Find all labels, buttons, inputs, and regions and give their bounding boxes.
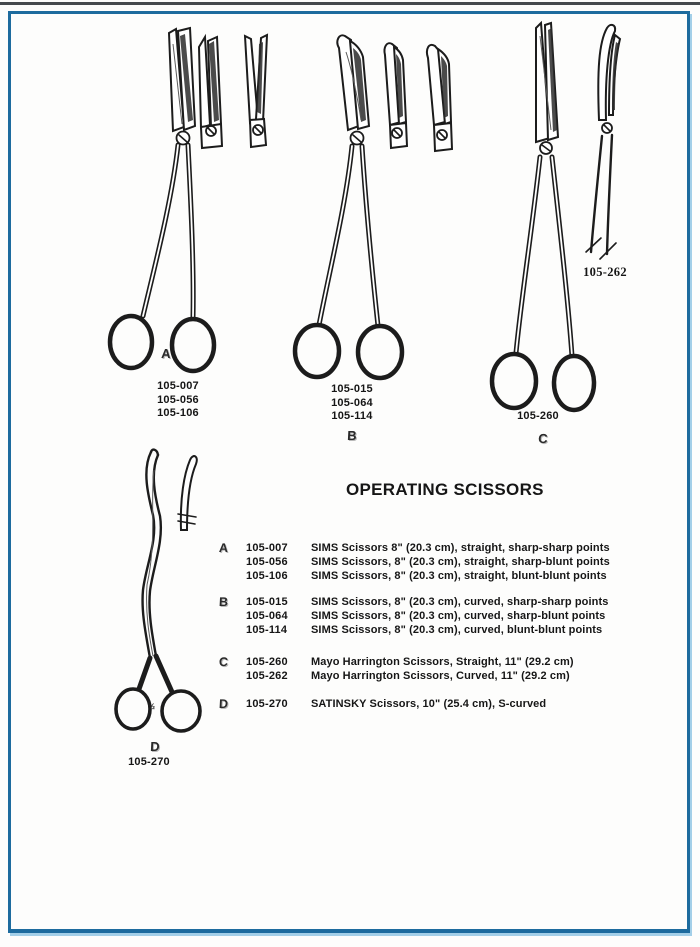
item-description: SIMS Scissors, 8" (20.3 cm), straight, sharp-blunt points <box>311 556 610 568</box>
figure-d-scale-mark: ½ <box>148 701 156 711</box>
item-description: Mayo Harrington Scissors, Straight, 11" (29.2 cm) <box>311 656 574 668</box>
catalog-row <box>219 669 679 683</box>
item-description: Mayo Harrington Scissors, Curved, 11" (29.2 cm) <box>311 670 570 682</box>
catalog-row <box>219 655 679 669</box>
item-description: SIMS Scissors, 8" (20.3 cm), curved, sharp-sharp points <box>311 596 609 608</box>
scissors-d-illustration <box>116 450 200 731</box>
catalog-row <box>219 595 679 609</box>
item-code: 105-270 <box>246 698 288 710</box>
catalog-group-b <box>219 595 679 637</box>
group-letter: A <box>218 541 229 555</box>
catalog-row <box>219 555 679 569</box>
figure-c-letter: C <box>537 431 549 446</box>
catalog-group-a <box>219 541 679 583</box>
item-code: 105-106 <box>246 570 288 582</box>
catalog-row <box>219 609 679 623</box>
catalog-listing <box>219 541 679 711</box>
item-code: 105-007 <box>246 542 288 554</box>
scissors-b-illustration <box>295 35 452 378</box>
figure-d-code: 105-270 <box>128 756 170 768</box>
catalog-row <box>219 541 679 555</box>
scissors-b-inset-sharp-sharp <box>427 45 452 151</box>
scissors-c-illustration <box>492 23 620 410</box>
catalog-row <box>219 697 679 711</box>
catalog-group-d <box>219 697 679 711</box>
figure-b-code-2: 105-064 <box>331 396 373 409</box>
scissors-d-inset-tip <box>178 456 197 530</box>
scissors-a-illustration <box>110 28 267 371</box>
group-letter: B <box>218 595 229 609</box>
item-description: SIMS Scissors, 8" (20.3 cm), curved, blunt-blunt points <box>311 624 603 636</box>
figure-a-letter: A <box>160 346 172 361</box>
item-description: SIMS Scissors 8" (20.3 cm), straight, sharp-sharp points <box>311 542 610 554</box>
item-description: SIMS Scissors, 8" (20.3 cm), straight, blunt-blunt points <box>311 570 607 582</box>
figure-c-code: 105-260 <box>517 410 559 422</box>
figure-b-codes <box>302 383 402 424</box>
item-description: SIMS Scissors, 8" (20.3 cm), curved, sharp-blunt points <box>311 610 606 622</box>
scissors-c-inset-curved <box>586 25 620 259</box>
item-code: 105-260 <box>246 656 288 668</box>
catalog-group-c <box>219 655 679 683</box>
catalog-row <box>219 569 679 583</box>
figure-b-letter: B <box>346 428 358 443</box>
figure-a-code-1: 105-007 <box>157 380 199 392</box>
figure-a-codes <box>128 380 228 421</box>
item-code: 105-114 <box>246 624 288 636</box>
scissors-a-inset-sharp-sharp <box>245 35 267 147</box>
figure-b-code-3: 105-114 <box>331 410 373 422</box>
item-code: 105-015 <box>246 596 288 608</box>
scissors-b-inset-sharp-blunt <box>384 43 407 148</box>
scissors-a-inset-sharp-blunt <box>199 37 222 148</box>
figure-b-code-1: 105-015 <box>331 383 373 395</box>
item-code: 105-056 <box>246 556 288 568</box>
figure-a-code-2: 105-056 <box>157 393 199 406</box>
catalog-row <box>219 623 679 637</box>
figure-c-inset-code: 105-262 <box>583 265 627 279</box>
group-letter: D <box>218 697 229 711</box>
group-letter: C <box>218 655 229 669</box>
figure-d-letter: D <box>149 739 161 754</box>
page-title: OPERATING SCISSORS <box>346 480 544 499</box>
item-code: 105-262 <box>246 670 288 682</box>
figure-a-code-3: 105-106 <box>157 407 199 419</box>
item-code: 105-064 <box>246 610 288 622</box>
item-description: SATINSKY Scissors, 10" (25.4 cm), S-curved <box>311 698 547 710</box>
